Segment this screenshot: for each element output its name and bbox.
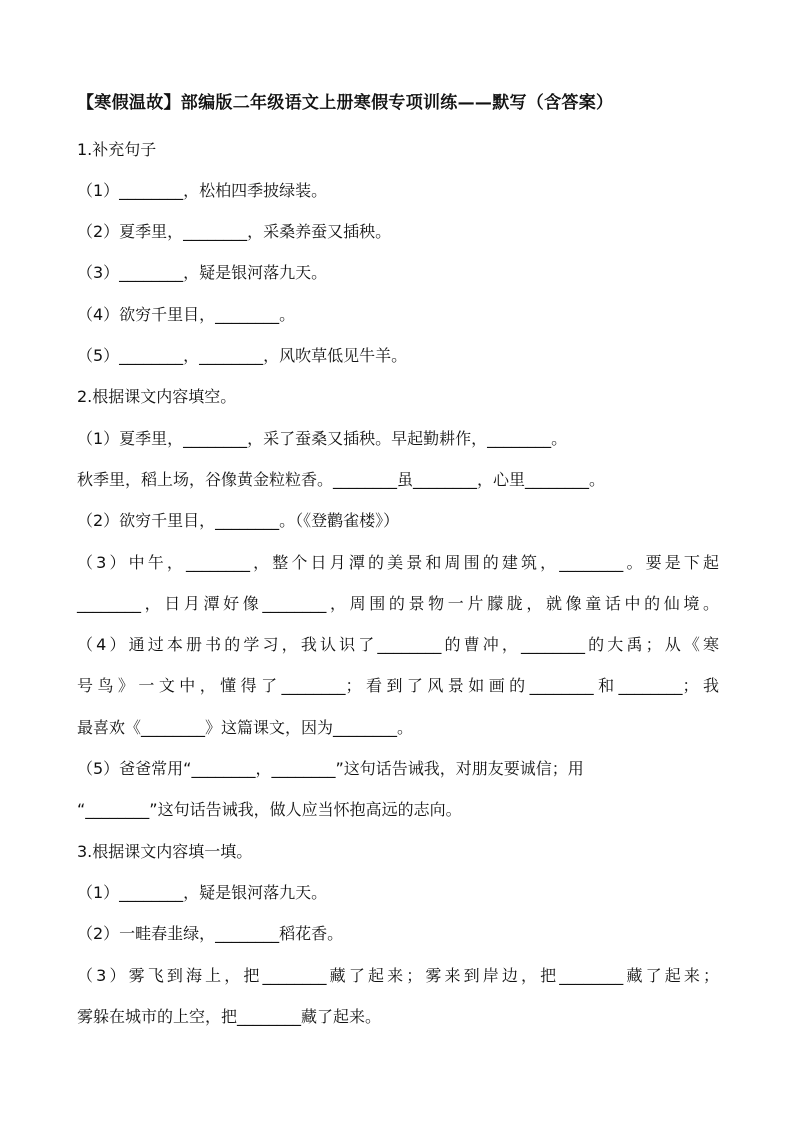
fill-in-item: 号鸟》一文中，懂得了________；看到了风景如画的________和________；我	[77, 676, 719, 695]
fill-in-item: （3）________，疑是银河落九天。	[77, 263, 328, 282]
fill-in-item: （3）雾飞到海上，把________藏了起来；雾来到岸边，把________藏了起来；	[77, 966, 719, 985]
fill-in-item: （3）中午，________，整个日月潭的美景和周围的建筑，________。要是下起	[77, 553, 719, 572]
fill-in-item: （1）夏季里，________，采了蚕桑又插秧。早起勤耕作，________。	[77, 429, 568, 448]
fill-in-item: “________”这句话告诫我，做人应当怀抱高远的志向。	[77, 800, 462, 819]
section-heading-3: 3.根据课文内容填一填。	[77, 842, 253, 861]
fill-in-item: （1）________，松柏四季披绿装。	[77, 181, 328, 200]
fill-in-item: 最喜欢《________》这篇课文，因为________。	[77, 718, 414, 737]
fill-in-item: 雾躲在城市的上空，把________藏了起来。	[77, 1007, 382, 1026]
fill-in-item: ________，日月潭好像________，周围的景物一片朦胧，就像童话中的仙境。	[77, 594, 719, 613]
fill-in-item: （2）夏季里，________，采桑养蚕又插秧。	[77, 222, 392, 241]
section-heading-2: 2.根据课文内容填空。	[77, 387, 237, 406]
fill-in-item: （5）________，________，风吹草低见牛羊。	[77, 346, 408, 365]
fill-in-item: （4）欲穷千里目，________。	[77, 305, 296, 324]
fill-in-item: 秋季里，稻上场，谷像黄金粒粒香。________虽________，心里________。	[77, 470, 606, 489]
fill-in-item: （5）爸爸常用“________，________”这句话告诫我，对朋友要诚信；用	[77, 759, 584, 778]
fill-in-item: （2）一畦春韭绿，________稻花香。	[77, 924, 344, 943]
page-title: 【寒假温故】部编版二年级语文上册寒假专项训练——默写（含答案）	[77, 93, 614, 113]
fill-in-item: （4）通过本册书的学习，我认识了________的曹冲，________的大禹；从《寒	[77, 635, 719, 654]
fill-in-item: （1）________，疑是银河落九天。	[77, 883, 328, 902]
section-heading-1: 1.补充句子	[77, 140, 157, 159]
fill-in-item: （2）欲穷千里目，________。（《登鹳雀楼》）	[77, 511, 400, 530]
